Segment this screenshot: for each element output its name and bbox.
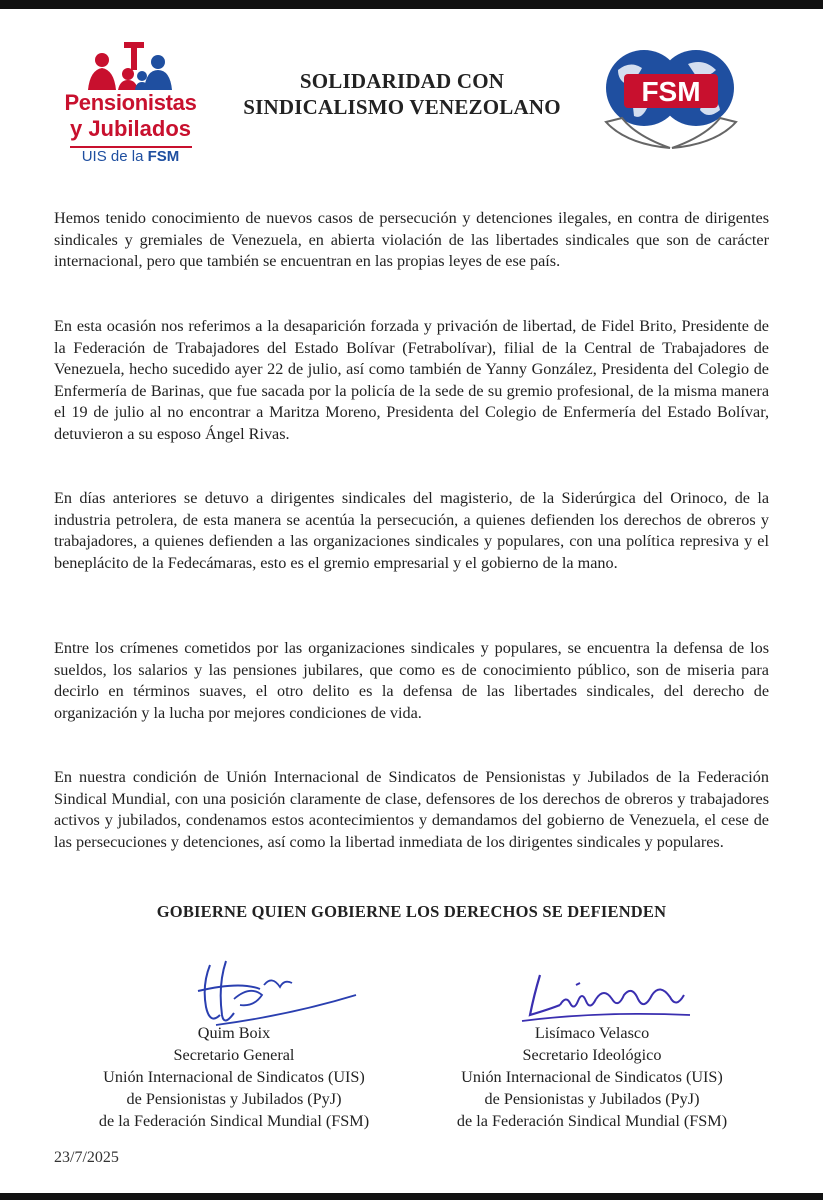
- logo-subtitle-bold: FSM: [147, 148, 180, 165]
- pensionistas-logo: [48, 40, 218, 170]
- signatory-block-right: [412, 1022, 772, 1132]
- paragraph-1: Hemos tenido conocimiento de nuevos casos de persecución y detenciones ilegales, en contra de dirigentes sindicales y gremiales de Venezuela, en abierta violación de las libertades sindicales que son de carácter internacional, pero que también se encuentran en las propias leyes de ese país.: [54, 209, 769, 271]
- signature-lisimaco-velasco: [520, 965, 700, 1030]
- top-border: [0, 0, 823, 9]
- bottom-border: [0, 1193, 823, 1200]
- fsm-logo-text: FSM: [641, 76, 701, 107]
- logo-subtitle: [48, 148, 213, 165]
- paragraph-2: En esta ocasión nos referimos a la desaparición forzada y privación de libertad, de Fidel Brito, Presidente de la Federación de Trabajadores del Estado Bolívar (Fetrabolívar), filial de la Central de Trabajadores de Venezuela, hecho sucedido ayer 22 de julio, así como también de Yanny González, Presidenta del Colegio de Enfermería de Barinas, que fue sacada por la policía de la sede de su gremio profesional, de la misma manera el 19 de julio al no encontrar a Maritza Moreno, Presidenta del Colegio de Enfermería del Estado Bolívar, detuvieron a su esposo Ángel Rivas.: [54, 317, 769, 443]
- signatory-org-line3: de la Federación Sindical Mundial (FSM): [98, 1112, 370, 1130]
- paragraph-4: Entre los crímenes cometidos por las organizaciones sindicales y populares, se encuentra la defensa de los sueldos, los salarios y las pensiones jubilares, que como es de conocimiento público, son de miseria para decirlo en términos suaves, el otro delito es la defensa de las libertades sindicales, del derecho de organización y la lucha por mejores condiciones de vida.: [54, 639, 769, 722]
- document-date: 23/7/2025: [54, 1149, 119, 1166]
- logo-title-line2: y Jubilados: [69, 116, 192, 141]
- globe-hands-icon: [596, 40, 746, 152]
- motto: GOBIERNE QUIEN GOBIERNE LOS DERECHOS SE DEFIENDEN: [156, 902, 667, 921]
- signatory-name: Lisímaco Velasco: [534, 1024, 650, 1042]
- signatory-org-line2: de Pensionistas y Jubilados (PyJ): [126, 1090, 342, 1108]
- family-icon: [82, 40, 182, 92]
- signatory-org-line1: Unión Internacional de Sindicatos (UIS): [103, 1068, 365, 1086]
- signatory-org-line1: Unión Internacional de Sindicatos (UIS): [461, 1068, 723, 1086]
- page-title: [222, 68, 582, 120]
- signatory-role: Secretario General: [173, 1046, 295, 1064]
- logo-subtitle-prefix: UIS de la: [81, 148, 148, 165]
- paragraph-5: En nuestra condición de Unión Internacional de Sindicatos de Pensionistas y Jubilados de la Federación Sindical Mundial, con una posición claramente de clase, defensores de los derechos de obreros y trabajadores activos y jubilados, condenamos estos acontecimientos y demandamos del gobierno de Venezuela, el cese de las persecuciones y detenciones, así como la libertad inmediata de los dirigentes sindicales y populares.: [54, 768, 769, 851]
- signatory-block-left: [54, 1022, 414, 1132]
- paragraph-3: En días anteriores se detuvo a dirigentes sindicales del magisterio, de la Siderúrgica del Orinoco, de la industria petrolera, de esta manera se acentúa la persecución, a quienes defienden los derechos de obreros y trabajadores, a quienes defienden a las organizaciones sindicales y populares, con una política represiva y el beneplácito de la Fedecámaras, esto es el gremio empresarial y el gobierno de la mano.: [54, 489, 769, 572]
- title-line2: SINDICALISMO VENEZOLANO: [243, 95, 561, 119]
- logo-title-line1: Pensionistas: [64, 90, 197, 115]
- signatory-name: Quim Boix: [197, 1024, 271, 1042]
- signatory-org-line2: de Pensionistas y Jubilados (PyJ): [484, 1090, 700, 1108]
- fsm-logo: [596, 40, 746, 157]
- title-line1: SOLIDARIDAD CON: [299, 69, 505, 93]
- signatory-org-line3: de la Federación Sindical Mundial (FSM): [456, 1112, 728, 1130]
- signatory-role: Secretario Ideológico: [522, 1046, 662, 1064]
